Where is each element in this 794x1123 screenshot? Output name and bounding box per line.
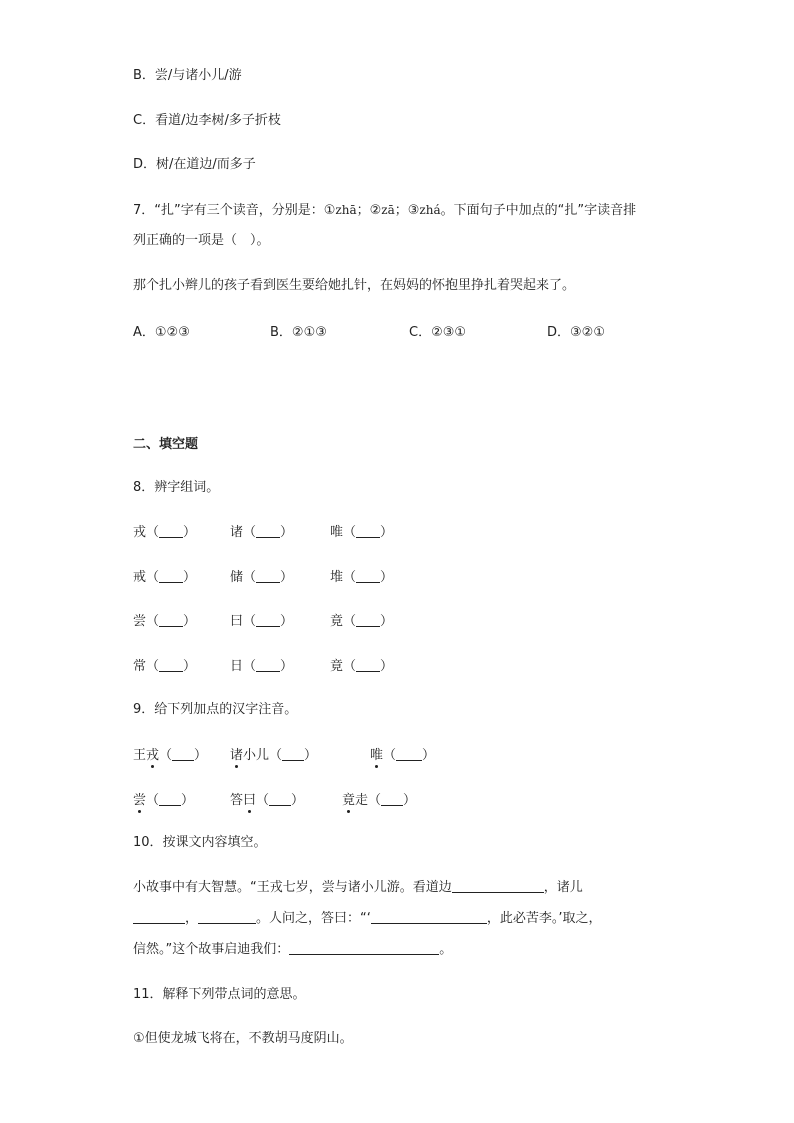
q9-answer-blank[interactable] — [282, 746, 304, 761]
q10-blank-4[interactable] — [371, 909, 487, 924]
q10-text: 。人问之，答曰：“‘ — [256, 911, 371, 926]
q8-answer-blank[interactable] — [256, 568, 280, 583]
q9-paren-close: ） — [291, 793, 305, 808]
q8-item — [230, 521, 293, 540]
q8-paren-close: ） — [183, 525, 197, 540]
q8-paren-close: ） — [380, 659, 394, 674]
q9-item-zhuxiaoer — [230, 744, 317, 763]
q8-char: 竟 — [330, 659, 344, 674]
q6-option-c[interactable]: C．看道/边李树/多子折枝 — [133, 113, 281, 128]
q10-title: 10．按课文内容填空。 — [133, 835, 267, 850]
q7-sentence: 那个扎小辫儿的孩子看到医生要给她扎针，在妈妈的怀抱里挣扎着哭起来了。 — [133, 278, 576, 293]
q8-answer-blank[interactable] — [159, 523, 183, 538]
q7-pinyin-3: zhá — [419, 203, 441, 217]
q8-paren-open: （ — [343, 570, 357, 585]
q9-paren-open: （ — [383, 748, 397, 763]
q9-answer-blank[interactable] — [269, 791, 291, 806]
q7-stem-line1 — [133, 200, 636, 221]
q8-paren-open: （ — [243, 570, 257, 585]
q10-blank-2[interactable] — [133, 909, 185, 924]
q8-paren-close: ） — [183, 659, 197, 674]
q9-paren-open: （ — [256, 793, 270, 808]
q10-line1 — [133, 878, 583, 898]
q8-paren-close: ） — [380, 525, 394, 540]
q9-dotted-char: 尝 — [133, 793, 147, 808]
q8-char: 堆 — [330, 570, 344, 585]
q9-item-dayue — [230, 789, 304, 808]
q8-answer-blank[interactable] — [356, 523, 380, 538]
q8-paren-open: （ — [243, 614, 257, 629]
q8-char: 唯 — [330, 525, 344, 540]
q9-word-text: 小儿 — [243, 748, 270, 763]
q9-dotted-char: 曰 — [243, 793, 257, 808]
q8-item — [330, 610, 393, 629]
q10-text: 小故事中有大智慧。“王戎七岁，尝与诸小儿游。看道边 — [133, 880, 452, 895]
q7-option-d[interactable]: D．③②① — [547, 325, 605, 340]
q9-dotted-char: 唯 — [370, 748, 384, 763]
q9-word-text: 走 — [355, 793, 369, 808]
q8-item — [133, 566, 196, 585]
q9-dotted-char: 戎 — [146, 748, 160, 763]
q8-item — [330, 566, 393, 585]
q10-line2 — [133, 909, 602, 929]
q8-item — [230, 655, 293, 674]
q10-line3 — [133, 940, 452, 960]
q9-answer-blank[interactable] — [381, 791, 403, 806]
q9-paren-open: （ — [368, 793, 382, 808]
q10-text: ，诸儿 — [543, 880, 583, 895]
q7-pinyin-1: zhā — [335, 203, 357, 217]
q8-paren-open: （ — [146, 570, 160, 585]
q8-answer-blank[interactable] — [256, 523, 280, 538]
q10-text: ，此必苦李。’取之， — [486, 911, 602, 926]
q9-item-jingzou — [342, 789, 416, 808]
q8-item — [133, 610, 196, 629]
q8-paren-close: ） — [183, 570, 197, 585]
q8-paren-open: （ — [146, 614, 160, 629]
q9-item-chang — [133, 789, 194, 808]
q8-answer-blank[interactable] — [256, 657, 280, 672]
q7-stem-sep-1: ；② — [356, 203, 382, 218]
q7-pinyin-2: zā — [381, 203, 395, 217]
q8-item — [230, 610, 293, 629]
q8-paren-close: ） — [280, 525, 294, 540]
q8-paren-open: （ — [146, 525, 160, 540]
q8-item — [133, 521, 196, 540]
q8-char: 戒 — [133, 570, 147, 585]
q9-answer-blank[interactable] — [159, 791, 181, 806]
q10-blank-5[interactable] — [289, 940, 439, 955]
q7-option-b[interactable]: B．②①③ — [270, 325, 327, 340]
q8-char: 戎 — [133, 525, 147, 540]
q10-blank-3[interactable] — [198, 909, 256, 924]
q9-word-text: 答 — [230, 793, 244, 808]
q6-option-d[interactable]: D．树/在道边/而多子 — [133, 157, 256, 172]
q11-title: 11．解释下列带点词的意思。 — [133, 987, 306, 1002]
q8-paren-close: ） — [280, 614, 294, 629]
q9-answer-blank[interactable] — [396, 746, 422, 761]
q10-blank-1[interactable] — [452, 878, 544, 893]
q8-answer-blank[interactable] — [159, 612, 183, 627]
q9-dotted-char: 竟 — [342, 793, 356, 808]
q8-paren-open: （ — [343, 525, 357, 540]
q8-paren-close: ） — [380, 614, 394, 629]
q7-stem-line2: 列正确的一项是（ ）。 — [133, 233, 270, 248]
q7-stem-text-b: 。下面句子中加点的“扎”字读音排 — [440, 203, 637, 218]
q8-char: 日 — [230, 659, 244, 674]
q8-char: 诸 — [230, 525, 244, 540]
q9-dotted-char: 诸 — [230, 748, 244, 763]
q8-paren-open: （ — [243, 525, 257, 540]
q10-text: 信然。”这个故事启迪我们： — [133, 942, 290, 957]
q7-option-c[interactable]: C．②③① — [409, 325, 467, 340]
q8-answer-blank[interactable] — [159, 568, 183, 583]
q8-answer-blank[interactable] — [356, 612, 380, 627]
q8-item — [230, 566, 293, 585]
q8-char: 储 — [230, 570, 244, 585]
q10-text: 。 — [439, 942, 453, 957]
q8-paren-close: ） — [280, 570, 294, 585]
q9-item-wangrong — [133, 744, 207, 763]
q8-item — [330, 521, 393, 540]
q9-paren-open: （ — [269, 748, 283, 763]
q8-char: 竟 — [330, 614, 344, 629]
q8-paren-open: （ — [243, 659, 257, 674]
q9-paren-open: （ — [146, 793, 160, 808]
q7-option-a[interactable]: A．①②③ — [133, 325, 190, 340]
q9-word-text: 王 — [133, 748, 147, 763]
q9-paren-close: ） — [304, 748, 318, 763]
q8-item — [133, 655, 196, 674]
q9-paren-close: ） — [181, 793, 195, 808]
q9-paren-open: （ — [159, 748, 173, 763]
q8-answer-blank[interactable] — [356, 568, 380, 583]
q8-answer-blank[interactable] — [159, 657, 183, 672]
q8-paren-close: ） — [280, 659, 294, 674]
q8-paren-open: （ — [343, 659, 357, 674]
q8-paren-open: （ — [146, 659, 160, 674]
q8-answer-blank[interactable] — [356, 657, 380, 672]
q8-answer-blank[interactable] — [256, 612, 280, 627]
q8-paren-close: ） — [380, 570, 394, 585]
q9-item-wei — [370, 744, 435, 763]
q8-char: 曰 — [230, 614, 244, 629]
q9-paren-close: ） — [422, 748, 436, 763]
q10-text: ， — [185, 911, 199, 926]
q9-title: 9．给下列加点的汉字注音。 — [133, 702, 298, 717]
q6-option-b[interactable]: B．尝/与诸小儿/游 — [133, 68, 242, 83]
q8-char: 常 — [133, 659, 147, 674]
q8-title: 8．辨字组词。 — [133, 480, 220, 495]
q9-paren-close: ） — [403, 793, 417, 808]
q9-paren-close: ） — [194, 748, 208, 763]
q8-paren-open: （ — [343, 614, 357, 629]
q11-line1: ①但使龙城飞将在，不教胡马度阴山。 — [133, 1031, 353, 1046]
q8-char: 尝 — [133, 614, 147, 629]
q7-stem-sep-2: ；③ — [394, 203, 420, 218]
q8-item — [330, 655, 393, 674]
q7-stem-text-a: 7．“扎”字有三个读音，分别是：① — [133, 203, 336, 218]
section-title-fill-in: 二、填空题 — [133, 437, 199, 452]
q8-paren-close: ） — [183, 614, 197, 629]
q9-answer-blank[interactable] — [172, 746, 194, 761]
